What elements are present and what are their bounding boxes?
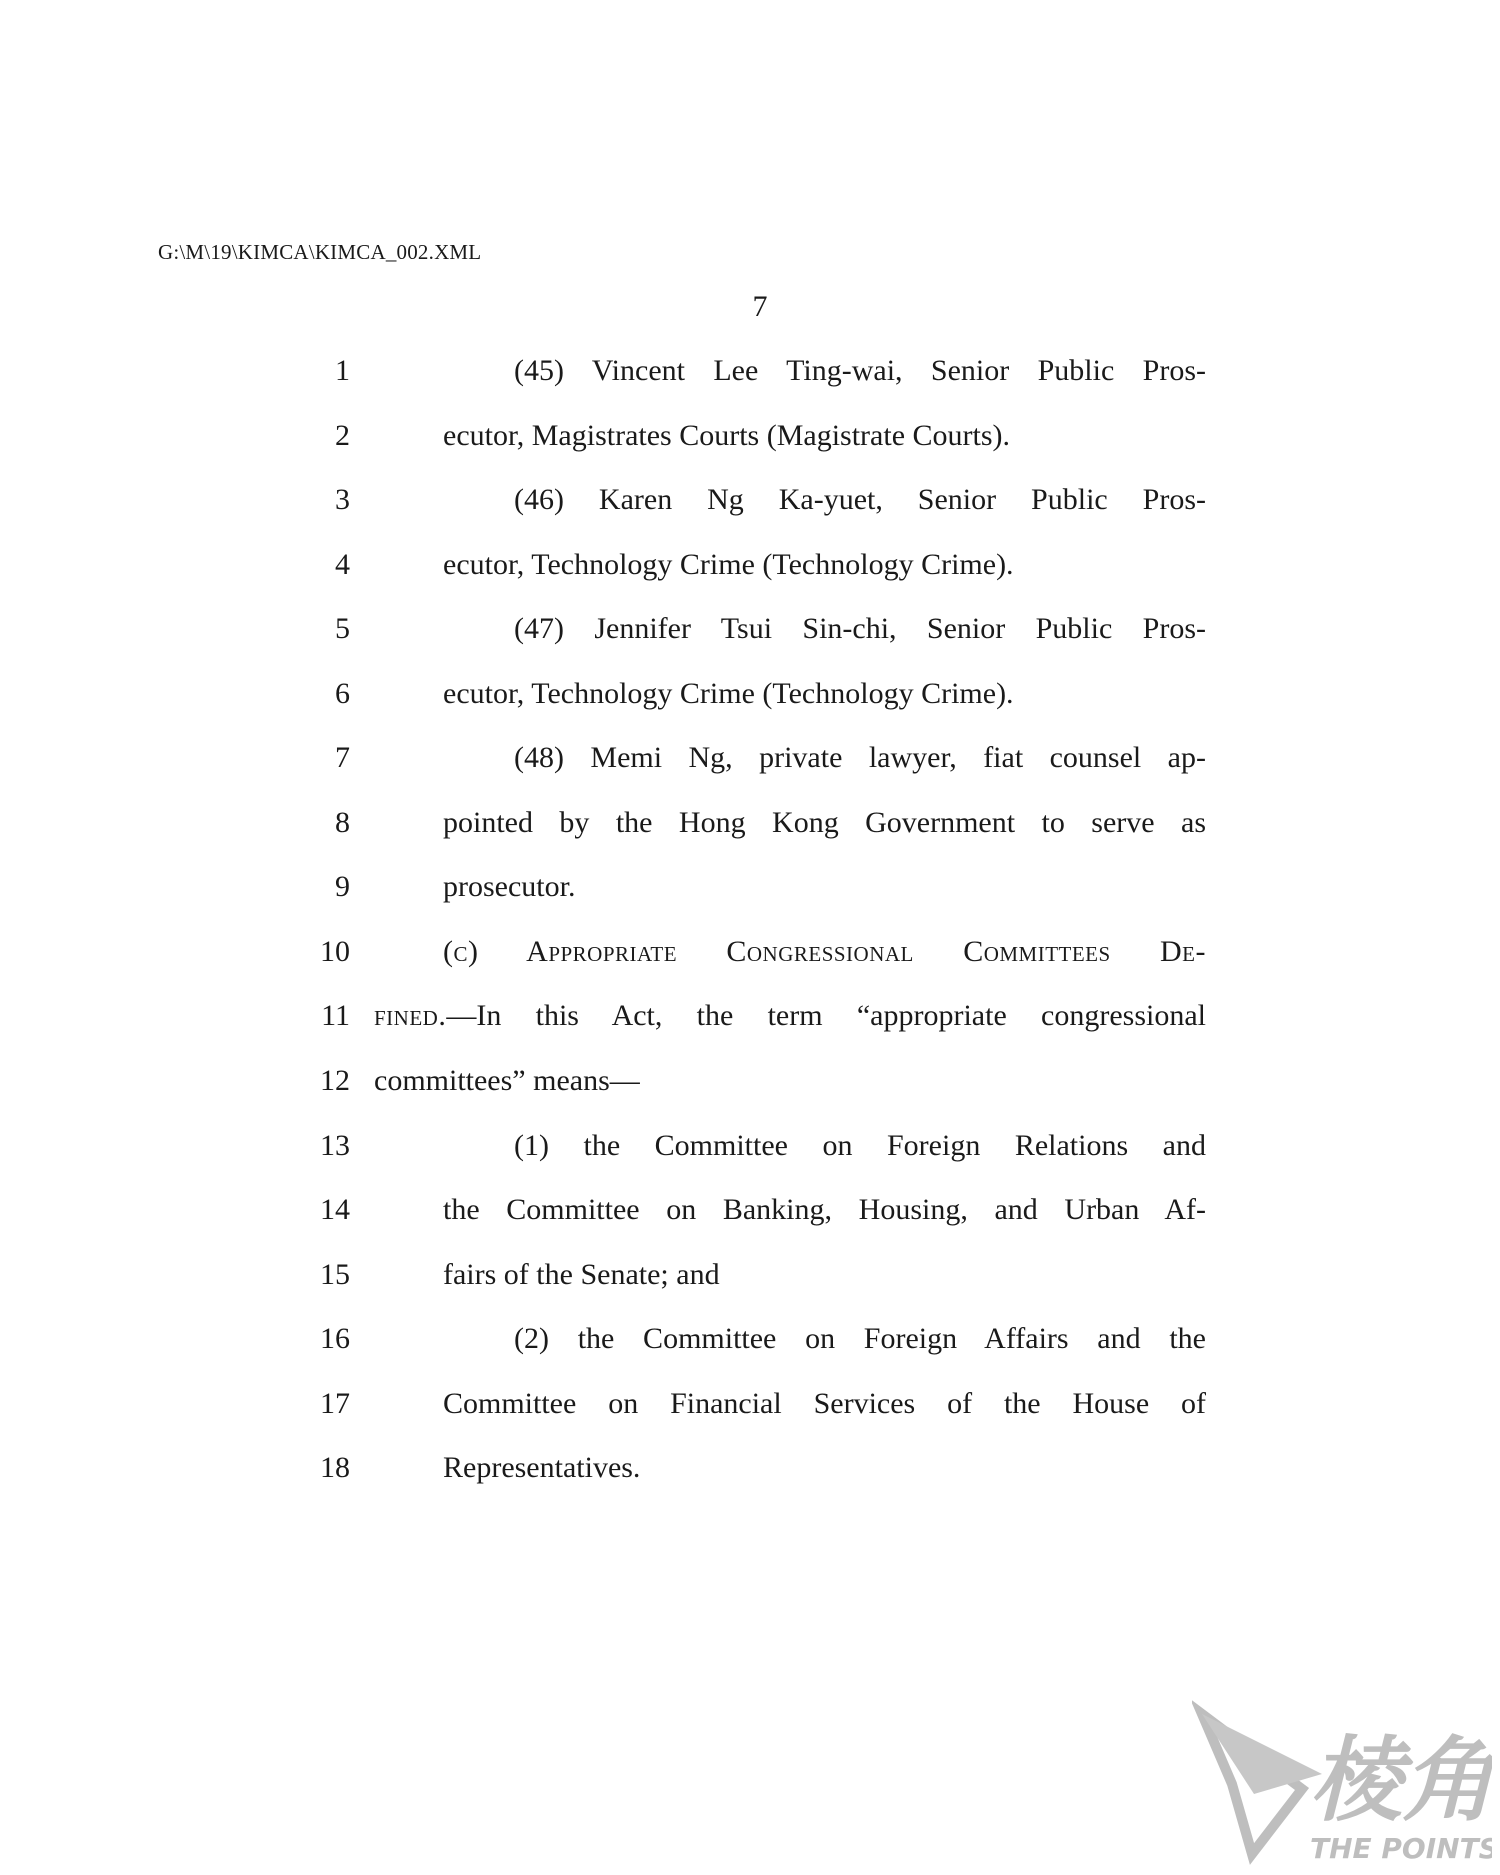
body-line: (47) Jennifer Tsui Sin-chi, Senior Public Pros- <box>514 612 1206 645</box>
line-number: 9 <box>335 870 350 903</box>
watermark-en-text: THE POINTS <box>1310 1832 1492 1865</box>
definition-text: —In this Act, the term “appropriate congressional <box>446 999 1206 1032</box>
line-number: 6 <box>335 677 350 710</box>
line-number: 18 <box>320 1451 350 1484</box>
line-number: 10 <box>320 935 350 968</box>
line-number: 11 <box>321 999 350 1032</box>
line-number: 5 <box>335 612 350 645</box>
watermark-logo <box>1192 1694 1492 1870</box>
line-number: 17 <box>320 1387 350 1420</box>
line-number: 15 <box>320 1258 350 1291</box>
paper-plane-logo-icon <box>1192 1694 1492 1870</box>
line-number: 8 <box>335 806 350 839</box>
section-heading: (c) Appropriate Congressional Committees De- <box>443 935 1206 968</box>
page-number: 7 <box>752 290 768 323</box>
body-line: (45) Vincent Lee Ting-wai, Senior Public Pros- <box>514 354 1206 387</box>
line-number: 4 <box>335 548 350 581</box>
heading-continuation: fined. <box>374 999 447 1032</box>
body-line: Committee on Financial Services of the House of <box>443 1387 1206 1420</box>
body-line: ecutor, Technology Crime (Technology Crime). <box>443 548 1014 581</box>
body-line: (46) Karen Ng Ka-yuet, Senior Public Pros- <box>514 483 1206 516</box>
body-line: (1) the Committee on Foreign Relations and <box>514 1129 1206 1162</box>
line-number: 13 <box>320 1129 350 1162</box>
body-line: (48) Memi Ng, private lawyer, fiat counsel ap- <box>514 741 1206 774</box>
line-number: 2 <box>335 419 350 452</box>
body-line: prosecutor. <box>443 870 576 903</box>
line-number: 3 <box>335 483 350 516</box>
body-line <box>374 996 1206 1036</box>
line-number: 12 <box>320 1064 350 1097</box>
body-line: pointed by the Hong Kong Government to serve as <box>443 806 1206 839</box>
file-path: G:\M\19\KIMCA\KIMCA_002.XML <box>158 240 482 264</box>
body-line: committees” means— <box>374 1064 640 1097</box>
body-line: Representatives. <box>443 1451 641 1484</box>
body-line: ecutor, Magistrates Courts (Magistrate Courts). <box>443 419 1011 452</box>
watermark-cn-text: 棱角 <box>1310 1727 1492 1834</box>
line-number: 1 <box>335 354 350 387</box>
body-line: ecutor, Technology Crime (Technology Crime). <box>443 677 1014 710</box>
body-line: (2) the Committee on Foreign Affairs and the <box>514 1322 1206 1355</box>
line-number: 14 <box>320 1193 350 1226</box>
line-number: 16 <box>320 1322 350 1355</box>
body-line: the Committee on Banking, Housing, and Urban Af- <box>443 1193 1206 1226</box>
line-number: 7 <box>335 741 350 774</box>
body-line: fairs of the Senate; and <box>443 1258 720 1291</box>
